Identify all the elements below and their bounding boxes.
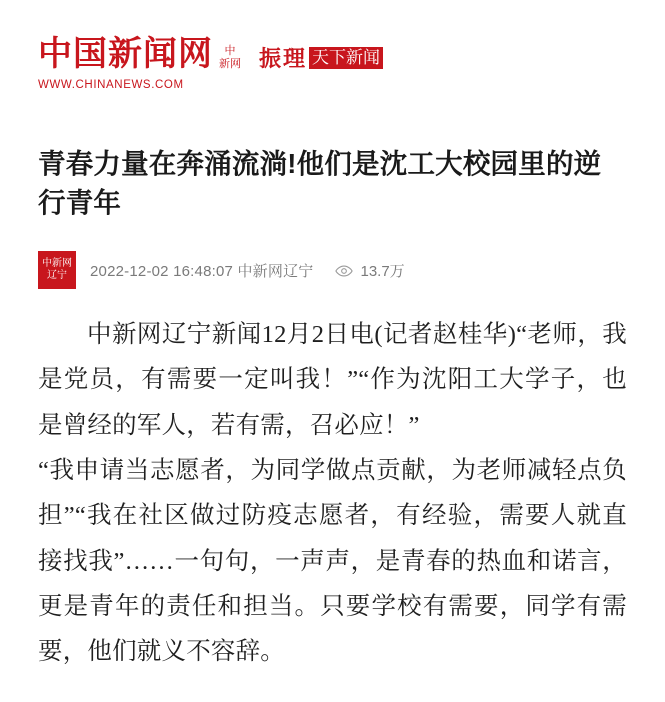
logo-row [38, 38, 241, 72]
logo-wordmark: 中国新闻网 [38, 36, 213, 73]
logo-sub-line2: 新网 [219, 57, 241, 70]
article-body [38, 312, 627, 675]
logo-url: WWW.CHINANEWS.COM [38, 79, 184, 91]
article-meta [38, 250, 627, 290]
article-paragraph: 中新网辽宁新闻12月2日电(记者赵桂华)“老师，我是党员，有需要一定叫我！”“作为沈阳工大学子，也是曾经的军人，若有需，召必应！” [38, 321, 627, 439]
site-slogan [259, 42, 383, 73]
timestamp-value: 2022-12-02 16:48:07 [90, 262, 234, 280]
eye-icon [335, 264, 353, 276]
logo-sub-line1: 中 [224, 45, 236, 58]
source-name: 中新网辽宁 [237, 262, 314, 280]
article-paragraph: “我申请当志愿者，为同学做点贡献，为老师减轻点负担”“我在社区做过防疫志愿者，有经验，需要人就直接找我”……一句句，一声声，是青春的热血和诺言，更是青年的责任和担当。只要学校有需要，同学有需要，他们就义不容辞。 [38, 457, 627, 666]
view-count [335, 260, 404, 281]
source-badge [38, 251, 76, 289]
site-masthead [38, 0, 627, 110]
logo-sub-mark [219, 45, 241, 70]
source-badge-line2: 辽宁 [47, 270, 67, 282]
article-timestamp [90, 260, 313, 281]
slogan-text: 振理 [259, 46, 308, 71]
view-count-value: 13.7万 [360, 262, 405, 280]
site-logo[interactable] [38, 38, 241, 91]
source-badge-line1: 中新网 [42, 257, 72, 269]
slogan-seal: 天下新闻 [309, 47, 383, 69]
page-title: 青春力量在奔涌流淌!他们是沈工大校园里的逆行青年 [38, 148, 602, 219]
